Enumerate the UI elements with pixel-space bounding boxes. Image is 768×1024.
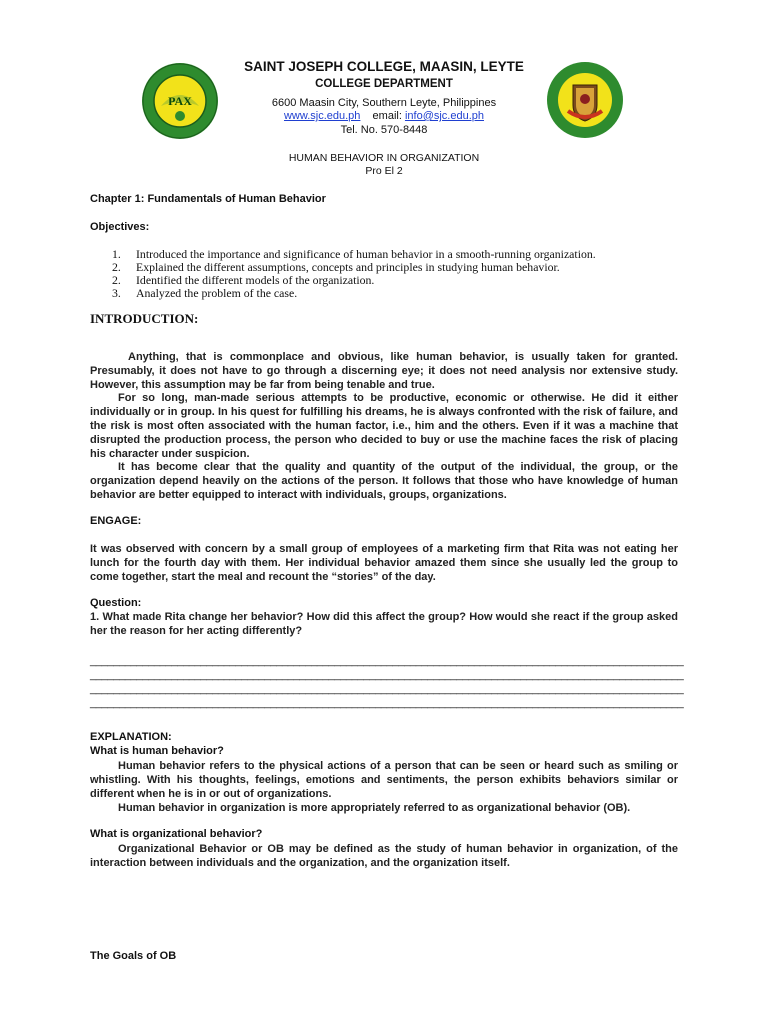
list-item: 3. Analyzed the problem of the case. <box>112 286 298 300</box>
list-item: 2. Identified the different models of the organization. <box>112 273 375 287</box>
explanation-paragraph-1: Human behavior refers to the physical actions of a person that can be seen or heard such as smiling or whistling. With his thoughts, feelings, emotions and sentiments, the person exhibits behaviors similar or different when he is in or out of organizations. <box>90 760 678 800</box>
explanation-paragraph-3: Organizational Behavior or OB may be defined as the study of human behavior in organization, of the interaction between individuals and the organization, and the organization itself. <box>90 843 678 869</box>
department-name: COLLEGE DEPARTMENT <box>315 78 453 90</box>
question-org-behavior: What is organizational behavior? <box>90 828 263 840</box>
intro-paragraph-1: Anything, that is commonplace and obvious, like human behavior, is usually taken for granted. Presumably, it does not have to go through a discerning eye; it does not need analysis nor extensive study. However, this assumption may be far from being tenable and true. <box>90 351 678 391</box>
list-item: 2. Explained the different assumptions, concepts and principles in studying human behavior. <box>112 260 560 274</box>
address: 6600 Maasin City, Southern Leyte, Philippines <box>271 97 497 109</box>
engage-heading: ENGAGE: <box>90 515 142 527</box>
list-item: 1. Introduced the importance and significance of human behavior in a smooth-running organization. <box>112 247 596 261</box>
college-name: SAINT JOSEPH COLLEGE, MAASIN, LEYTE <box>244 59 524 74</box>
answer-line[interactable]: ______________________________________________________________________________________________________ <box>90 669 684 681</box>
course-title: HUMAN BEHAVIOR IN ORGANIZATION <box>288 152 480 164</box>
question-label: Question: <box>90 597 142 609</box>
engage-paragraph: It was observed with concern by a small group of employees of a marketing firm that Rita was not eating her lunch for the fourth day with them. Her individual behavior amazed them since she usually led the group to come together, start the meal and recount the “stories” of the day. <box>90 543 678 583</box>
objectives-heading: Objectives: <box>90 221 150 233</box>
contact-line <box>0 110 768 122</box>
introduction-heading: INTRODUCTION: <box>90 311 199 326</box>
explanation-heading: EXPLANATION: <box>90 731 172 743</box>
email-link[interactable]: info@sjc.edu.ph <box>404 110 484 122</box>
explanation-paragraph-2: Human behavior in organization is more appropriately referred to as organizational behavior (OB). <box>118 802 631 814</box>
objectives-list <box>112 248 596 300</box>
chapter-title: Chapter 1: Fundamentals of Human Behavior <box>90 193 326 205</box>
email-label: email: <box>372 110 402 122</box>
intro-paragraph-2: For so long, man-made serious attempts to be productive, economic or otherwise. He did it either individually or in group. In his quest for fulfilling his dreams, he is always confronted with the risk of failure, and the risk is most often associated with the human factor, i.e., him and the others. Even if it was a machine that disrupted the production process, the person who decided to buy or use the machine faces the risk of placing his character under suspicion. <box>90 392 678 460</box>
answer-line[interactable]: ______________________________________________________________________________________________________ <box>90 683 684 695</box>
website-link[interactable]: www.sjc.edu.ph <box>283 110 361 122</box>
course-code: Pro El 2 <box>365 165 403 177</box>
question-text: 1. What made Rita change her behavior? How did this affect the group? How would she react if the group asked her the reason for her acting differently? <box>90 611 678 637</box>
telephone: Tel. No. 570-8448 <box>340 124 428 136</box>
svg-text:PAX: PAX <box>168 94 192 108</box>
answer-line[interactable]: ______________________________________________________________________________________________________ <box>90 697 684 709</box>
intro-paragraph-3: It has become clear that the quality and quantity of the output of the individual, the group, or the organization depend heavily on the actions of the person. It follows that those who have knowledge of human behavior are better equipped to interact with individuals, groups, organizations. <box>90 461 678 501</box>
question-human-behavior: What is human behavior? <box>90 745 224 757</box>
goals-heading: The Goals of OB <box>90 950 177 962</box>
answer-line[interactable]: ______________________________________________________________________________________________________ <box>90 655 684 667</box>
